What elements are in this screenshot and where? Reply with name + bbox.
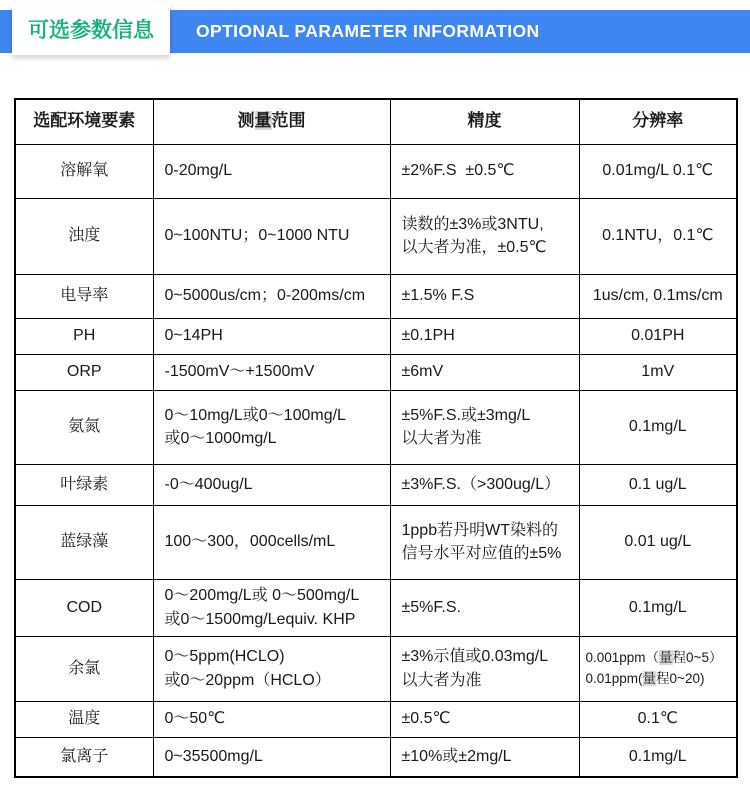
cell-accuracy: ±2%F.S ±0.5℃	[390, 144, 579, 198]
cell-accuracy: ±10%或±2mg/L	[390, 737, 579, 777]
column-header-1: 测量范围	[153, 99, 390, 144]
cell-range: -0～400ug/L	[153, 464, 390, 505]
cell-resolution: 0.1mg/L	[579, 579, 737, 636]
table-row	[15, 198, 737, 274]
table-row	[15, 579, 737, 636]
cell-resolution: 0.01 ug/L	[579, 505, 737, 579]
header-badge-cn: 可选参数信息	[12, 3, 170, 55]
cell-parameter: 叶绿素	[15, 464, 153, 505]
cell-accuracy: ±0.1PH	[390, 318, 579, 354]
cell-range: 0~5000us/cm；0-200ms/cm	[153, 274, 390, 318]
cell-parameter: ORP	[15, 354, 153, 390]
cell-resolution: 0.1NTU，0.1℃	[579, 198, 737, 274]
cell-range: 0～10mg/L或0～100mg/L 或0～1000mg/L	[153, 390, 390, 464]
cell-resolution: 0.1mg/L	[579, 737, 737, 777]
cell-parameter: PH	[15, 318, 153, 354]
table-row	[15, 701, 737, 737]
page-header	[0, 0, 750, 62]
cell-parameter: 温度	[15, 701, 153, 737]
cell-parameter: 氨氮	[15, 390, 153, 464]
table-row	[15, 636, 737, 701]
table-row	[15, 144, 737, 198]
table-header-row	[15, 99, 737, 144]
cell-resolution: 0.01mg/L 0.1℃	[579, 144, 737, 198]
cell-accuracy: ±5%F.S.	[390, 579, 579, 636]
cell-accuracy: ±5%F.S.或±3mg/L 以大者为准	[390, 390, 579, 464]
cell-parameter: 电导率	[15, 274, 153, 318]
cell-accuracy: ±3%示值或0.03mg/L 以大者为准	[390, 636, 579, 701]
column-header-0: 选配环境要素	[15, 99, 153, 144]
header-title-en: OPTIONAL PARAMETER INFORMATION	[196, 10, 540, 53]
cell-resolution: 0.1 ug/L	[579, 464, 737, 505]
cell-resolution: 1mV	[579, 354, 737, 390]
table-row	[15, 274, 737, 318]
spec-table-body	[15, 144, 737, 777]
table-row	[15, 354, 737, 390]
table-row	[15, 390, 737, 464]
cell-resolution: 0.001ppm（量程0~5） 0.01ppm(量程0~20)	[579, 636, 737, 701]
cell-range: 100～300，000cells/mL	[153, 505, 390, 579]
column-header-3: 分辨率	[579, 99, 737, 144]
cell-parameter: 氯离子	[15, 737, 153, 777]
cell-parameter: 溶解氧	[15, 144, 153, 198]
table-row	[15, 505, 737, 579]
cell-accuracy: 读数的±3%或3NTU, 以大者为准，±0.5℃	[390, 198, 579, 274]
cell-range: 0~35500mg/L	[153, 737, 390, 777]
spec-table	[14, 98, 738, 778]
cell-resolution: 0.1℃	[579, 701, 737, 737]
cell-resolution: 1us/cm, 0.1ms/cm	[579, 274, 737, 318]
cell-accuracy: ±1.5% F.S	[390, 274, 579, 318]
cell-accuracy: 1ppb若丹明WT染料的 信号水平对应值的±5%	[390, 505, 579, 579]
cell-accuracy: ±3%F.S.（>300ug/L）	[390, 464, 579, 505]
cell-resolution: 0.1mg/L	[579, 390, 737, 464]
cell-range: 0-20mg/L	[153, 144, 390, 198]
cell-accuracy: ±6mV	[390, 354, 579, 390]
table-row	[15, 464, 737, 505]
cell-parameter: 蓝绿藻	[15, 505, 153, 579]
cell-range: -1500mV～+1500mV	[153, 354, 390, 390]
cell-range: 0～200mg/L或 0～500mg/L 或0～1500mg/Lequiv. KHP	[153, 579, 390, 636]
cell-resolution: 0.01PH	[579, 318, 737, 354]
cell-parameter: 浊度	[15, 198, 153, 274]
column-header-2: 精度	[390, 99, 579, 144]
cell-parameter: 余氯	[15, 636, 153, 701]
cell-range: 0～5ppm(HCLO) 或0～20ppm（HCLO）	[153, 636, 390, 701]
cell-range: 0～50℃	[153, 701, 390, 737]
cell-parameter: COD	[15, 579, 153, 636]
cell-range: 0~14PH	[153, 318, 390, 354]
cell-accuracy: ±0.5℃	[390, 701, 579, 737]
cell-range: 0~100NTU；0~1000 NTU	[153, 198, 390, 274]
table-row	[15, 318, 737, 354]
table-row	[15, 737, 737, 777]
